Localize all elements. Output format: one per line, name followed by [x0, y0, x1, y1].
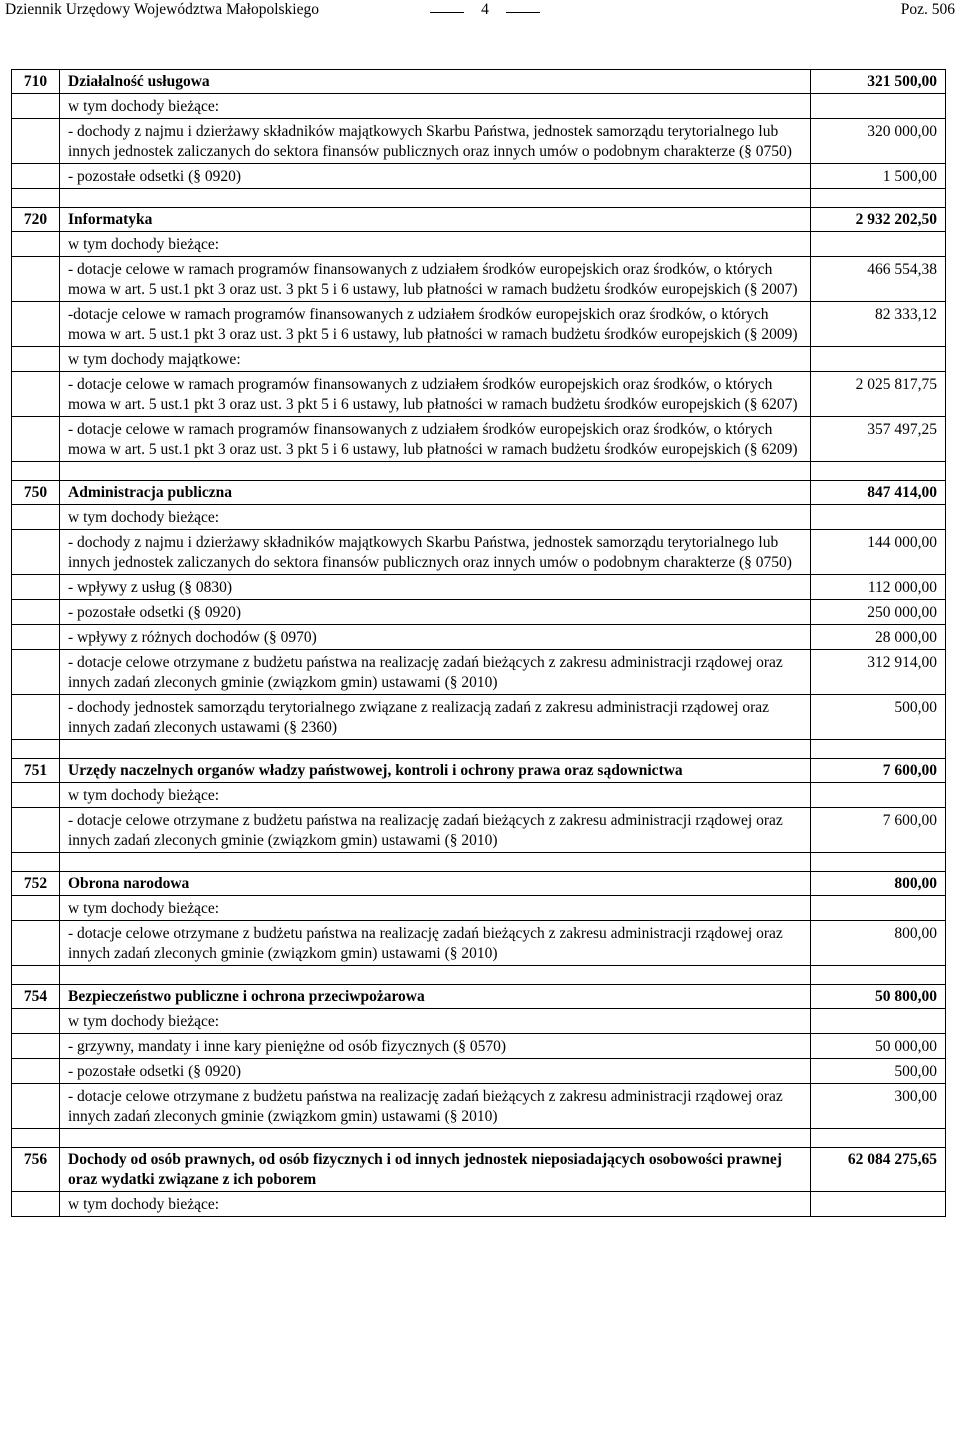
section-header-row [12, 1148, 946, 1192]
section-title: Dochody od osób prawnych, od osób fizycznych i od innych jednostek nieposiadających osobowości prawnej oraz wydatki związane z ich poborem [60, 1148, 811, 1192]
item-amount: 112 000,00 [811, 575, 946, 600]
section-title: Informatyka [60, 208, 811, 232]
section-header-row [12, 759, 946, 783]
item-amount: 500,00 [811, 695, 946, 740]
section-code: 754 [12, 985, 60, 1009]
item-row [12, 921, 946, 966]
section-spacer-row [12, 966, 946, 985]
spacer-cell [12, 462, 60, 481]
item-code-cell [12, 1084, 60, 1129]
spacer-cell [811, 1129, 946, 1148]
section-code: 751 [12, 759, 60, 783]
item-row [12, 783, 946, 808]
spacer-cell [60, 740, 811, 759]
item-row [12, 896, 946, 921]
item-description: - dotacje celowe otrzymane z budżetu państwa na realizację zadań bieżących z zakresu administracji rządowej oraz innych zadań zleconych gminie (związkom gmin) ustawami (§ 2010) [60, 1084, 811, 1129]
item-row [12, 1009, 946, 1034]
section-header-row [12, 481, 946, 505]
item-row [12, 1034, 946, 1059]
item-description: w tym dochody bieżące: [60, 94, 811, 119]
item-code-cell [12, 650, 60, 695]
item-row [12, 94, 946, 119]
section-total: 2 932 202,50 [811, 208, 946, 232]
item-amount: 144 000,00 [811, 530, 946, 575]
item-description: - wpływy z różnych dochodów (§ 0970) [60, 625, 811, 650]
section-title: Działalność usługowa [60, 70, 811, 94]
item-description: - dochody z najmu i dzierżawy składników majątkowych Skarbu Państwa, jednostek samorządu terytorialnego lub innych jednostek zaliczanych do sektora finansów publicznych oraz innych umów o podobnym charakterze (§ 0750) [60, 119, 811, 164]
section-total: 7 600,00 [811, 759, 946, 783]
section-total: 847 414,00 [811, 481, 946, 505]
item-row [12, 808, 946, 853]
spacer-cell [60, 1129, 811, 1148]
section-header-row [12, 985, 946, 1009]
item-description: w tym dochody bieżące: [60, 232, 811, 257]
item-amount: 800,00 [811, 921, 946, 966]
item-code-cell [12, 164, 60, 189]
item-amount [811, 347, 946, 372]
item-description: - wpływy z usług (§ 0830) [60, 575, 811, 600]
page-header [5, 0, 955, 26]
spacer-cell [811, 189, 946, 208]
item-description: - grzywny, mandaty i inne kary pieniężne od osób fizycznych (§ 0570) [60, 1034, 811, 1059]
item-amount: 300,00 [811, 1084, 946, 1129]
item-amount [811, 1192, 946, 1217]
section-header-row [12, 208, 946, 232]
item-code-cell [12, 1059, 60, 1084]
section-total: 50 800,00 [811, 985, 946, 1009]
item-description: - pozostałe odsetki (§ 0920) [60, 600, 811, 625]
item-amount: 82 333,12 [811, 302, 946, 347]
item-row [12, 417, 946, 462]
position-number: Poz. 506 [900, 1, 955, 18]
item-amount: 250 000,00 [811, 600, 946, 625]
item-code-cell [12, 896, 60, 921]
section-title: Administracja publiczna [60, 481, 811, 505]
item-description: - pozostałe odsetki (§ 0920) [60, 164, 811, 189]
item-description: w tym dochody bieżące: [60, 505, 811, 530]
item-amount: 1 500,00 [811, 164, 946, 189]
item-row [12, 695, 946, 740]
item-amount: 50 000,00 [811, 1034, 946, 1059]
item-description: - dotacje celowe w ramach programów finansowanych z udziałem środków europejskich oraz środków, o których mowa w art. 5 ust.1 pkt 3 oraz ust. 3 pkt 5 i 6 ustawy, lub płatności w ramach budżetu środków europejskich (§ 6207) [60, 372, 811, 417]
item-amount: 500,00 [811, 1059, 946, 1084]
section-title: Urzędy naczelnych organów władzy państwowej, kontroli i ochrony prawa oraz sądownictwa [60, 759, 811, 783]
spacer-cell [811, 462, 946, 481]
item-row [12, 1084, 946, 1129]
spacer-cell [811, 853, 946, 872]
item-description: - dotacje celowe w ramach programów finansowanych z udziałem środków europejskich oraz środków, o których mowa w art. 5 ust.1 pkt 3 oraz ust. 3 pkt 5 i 6 ustawy, lub płatności w ramach budżetu środków europejskich (§ 2007) [60, 257, 811, 302]
section-title: Obrona narodowa [60, 872, 811, 896]
section-total: 62 084 275,65 [811, 1148, 946, 1192]
item-description: - dotacje celowe otrzymane z budżetu państwa na realizację zadań bieżących z zakresu administracji rządowej oraz innych zadań zleconych gminie (związkom gmin) ustawami (§ 2010) [60, 921, 811, 966]
item-description: - dotacje celowe w ramach programów finansowanych z udziałem środków europejskich oraz środków, o których mowa w art. 5 ust.1 pkt 3 oraz ust. 3 pkt 5 i 6 ustawy, lub płatności w ramach budżetu środków europejskich (§ 6209) [60, 417, 811, 462]
item-code-cell [12, 232, 60, 257]
item-code-cell [12, 1009, 60, 1034]
item-row [12, 600, 946, 625]
section-spacer-row [12, 1129, 946, 1148]
item-description: - dotacje celowe otrzymane z budżetu państwa na realizację zadań bieżących z zakresu administracji rządowej oraz innych zadań zleconych gminie (związkom gmin) ustawami (§ 2010) [60, 650, 811, 695]
item-description: - pozostałe odsetki (§ 0920) [60, 1059, 811, 1084]
item-row [12, 530, 946, 575]
spacer-cell [12, 1129, 60, 1148]
section-total: 321 500,00 [811, 70, 946, 94]
page-number: 4 [430, 1, 540, 19]
item-code-cell [12, 808, 60, 853]
item-code-cell [12, 119, 60, 164]
item-row [12, 575, 946, 600]
journal-title: Dziennik Urzędowy Województwa Małopolskiego [5, 1, 319, 18]
item-code-cell [12, 1192, 60, 1217]
item-amount [811, 232, 946, 257]
item-amount: 312 914,00 [811, 650, 946, 695]
item-code-cell [12, 530, 60, 575]
item-code-cell [12, 505, 60, 530]
item-description: - dotacje celowe otrzymane z budżetu państwa na realizację zadań bieżących z zakresu administracji rządowej oraz innych zadań zleconych gminie (związkom gmin) ustawami (§ 2010) [60, 808, 811, 853]
item-amount [811, 1009, 946, 1034]
section-code: 756 [12, 1148, 60, 1192]
spacer-cell [12, 189, 60, 208]
spacer-cell [811, 740, 946, 759]
item-amount [811, 896, 946, 921]
item-amount [811, 505, 946, 530]
spacer-cell [12, 966, 60, 985]
item-amount [811, 94, 946, 119]
item-row [12, 232, 946, 257]
item-row [12, 650, 946, 695]
item-row [12, 1192, 946, 1217]
item-row [12, 119, 946, 164]
item-description: - dochody z najmu i dzierżawy składników majątkowych Skarbu Państwa, jednostek samorządu terytorialnego lub innych jednostek zaliczanych do sektora finansów publicznych oraz innych umów o podobnym charakterze (§ 0750) [60, 530, 811, 575]
item-code-cell [12, 347, 60, 372]
item-description: w tym dochody bieżące: [60, 896, 811, 921]
item-code-cell [12, 921, 60, 966]
section-spacer-row [12, 462, 946, 481]
item-code-cell [12, 1034, 60, 1059]
section-spacer-row [12, 189, 946, 208]
item-description: w tym dochody bieżące: [60, 1009, 811, 1034]
item-amount: 466 554,38 [811, 257, 946, 302]
item-amount: 2 025 817,75 [811, 372, 946, 417]
item-code-cell [12, 372, 60, 417]
spacer-cell [60, 189, 811, 208]
spacer-cell [811, 966, 946, 985]
item-row [12, 302, 946, 347]
item-amount: 320 000,00 [811, 119, 946, 164]
budget-table [11, 69, 946, 1217]
item-row [12, 1059, 946, 1084]
section-code: 750 [12, 481, 60, 505]
item-description: w tym dochody bieżące: [60, 783, 811, 808]
item-code-cell [12, 257, 60, 302]
section-total: 800,00 [811, 872, 946, 896]
section-code: 720 [12, 208, 60, 232]
section-spacer-row [12, 853, 946, 872]
item-code-cell [12, 94, 60, 119]
item-code-cell [12, 600, 60, 625]
item-amount: 28 000,00 [811, 625, 946, 650]
item-row [12, 372, 946, 417]
item-code-cell [12, 625, 60, 650]
item-row [12, 505, 946, 530]
section-header-row [12, 70, 946, 94]
item-row [12, 625, 946, 650]
item-row [12, 257, 946, 302]
spacer-cell [60, 853, 811, 872]
item-code-cell [12, 302, 60, 347]
item-description: w tym dochody bieżące: [60, 1192, 811, 1217]
section-spacer-row [12, 740, 946, 759]
spacer-cell [12, 740, 60, 759]
item-row [12, 164, 946, 189]
section-header-row [12, 872, 946, 896]
item-code-cell [12, 783, 60, 808]
section-code: 710 [12, 70, 60, 94]
item-code-cell [12, 695, 60, 740]
item-amount: 7 600,00 [811, 808, 946, 853]
item-row [12, 347, 946, 372]
spacer-cell [60, 966, 811, 985]
spacer-cell [60, 462, 811, 481]
item-description: - dochody jednostek samorządu terytorialnego związane z realizacją zadań z zakresu administracji rządowej oraz innych zadań zleconych ustawami (§ 2360) [60, 695, 811, 740]
item-amount [811, 783, 946, 808]
item-code-cell [12, 575, 60, 600]
item-code-cell [12, 417, 60, 462]
item-description: w tym dochody majątkowe: [60, 347, 811, 372]
item-amount: 357 497,25 [811, 417, 946, 462]
section-title: Bezpieczeństwo publiczne i ochrona przeciwpożarowa [60, 985, 811, 1009]
item-description: -dotacje celowe w ramach programów finansowanych z udziałem środków europejskich oraz środków, o których mowa w art. 5 ust.1 pkt 3 oraz ust. 3 pkt 5 i 6 ustawy, lub płatności w ramach budżetu środków europejskich (§ 2009) [60, 302, 811, 347]
spacer-cell [12, 853, 60, 872]
section-code: 752 [12, 872, 60, 896]
